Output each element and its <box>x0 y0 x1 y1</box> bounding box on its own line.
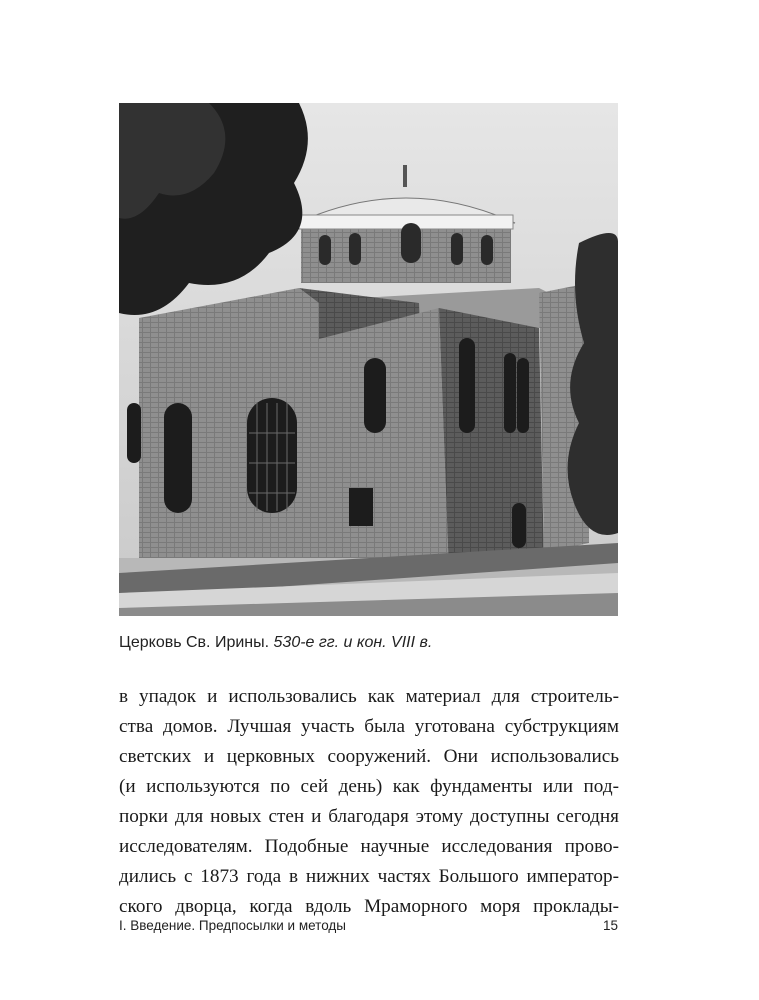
page-footer <box>119 918 618 933</box>
body-line: ского дворца, когда вдоль Мраморного моря проклады- <box>119 896 619 917</box>
page-number: 15 <box>602 918 618 933</box>
body-line: ства домов. Лучшая участь была уготована субструкциям <box>119 716 619 737</box>
body-line: исследователям. Подобные научные исследования прово- <box>119 836 619 857</box>
caption-date: 530-е гг. и кон. VIII в. <box>273 634 433 651</box>
body-line: дились с 1873 года в нижних частях Большого император- <box>119 866 619 887</box>
body-paragraph <box>119 682 619 922</box>
body-line: в упадок и использовались как материал для строитель- <box>119 686 619 707</box>
body-line: светских и церковных сооружений. Они использовались <box>119 746 619 767</box>
caption-title: Церковь Св. Ирины. <box>119 634 270 651</box>
body-line: порки для новых стен и благодаря этому доступны сегодня <box>119 806 619 827</box>
figure-caption <box>119 634 639 652</box>
church-photo <box>119 103 618 616</box>
running-footer-section: I. Введение. Предпосылки и методы <box>119 918 346 933</box>
body-line: (и используются по сей день) как фундаменты или под- <box>119 776 619 797</box>
